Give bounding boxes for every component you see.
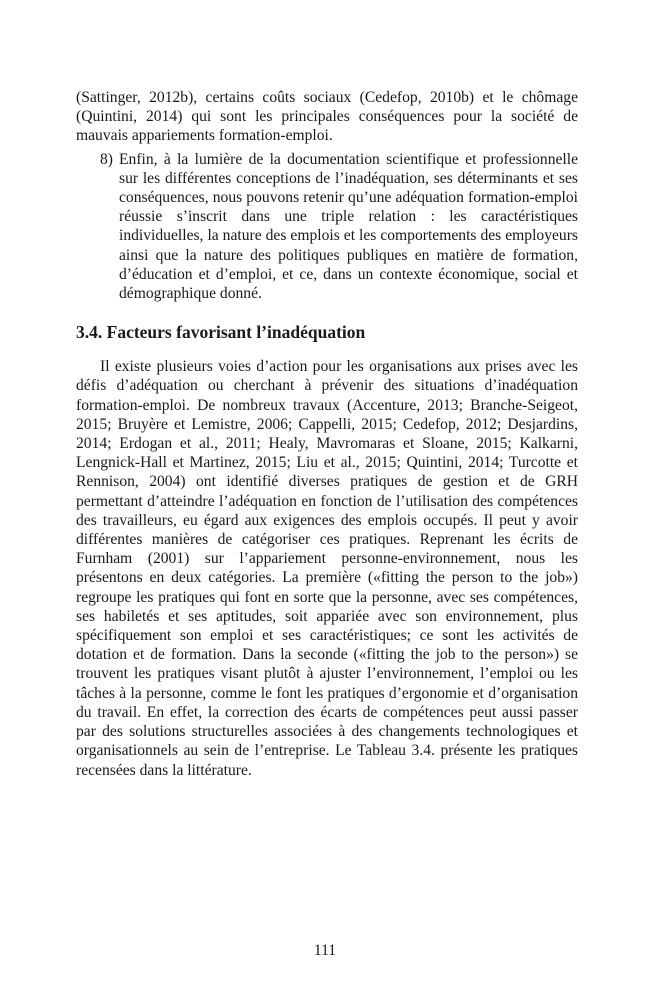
list-item [100,150,578,304]
list-item-number: 8) [100,150,113,168]
list-item-text: Enfin, à la lumière de la documentation scientifique et professionnelle sur les différentes conceptions de l’inadéquation, ses déterminants et ses conséquences, nous pouvons retenir qu’une adéquation formation-emploi réussie s’inscrit dans une triple relation : les caractéristiques individuelles, la nature des emplois et les comportements des employeurs ainsi que la nature des politiques publiques en matière de formation, d’éducation et d’emploi, et ce, dans un contexte économique, social et démographique donné. [119,150,578,303]
page-number: 111 [313,942,337,959]
body-paragraph: Il existe plusieurs voies d’action pour les organisations aux prises avec les défis d’adéquation ou cherchant à prévenir des situations d’inadéquation formation-emploi. De nombreux travaux (Accenture, 2013; Branche-Seigeot, 2015; Bruyère et Lemistre, 2006; Cappelli, 2015; Cedefop, 2012; Desjardins, 2014; Erdogan et al., 2011; Healy, Mavromaras et Sloane, 2015; Kalkarni, Lengnick-Hall et Martinez, 2015; Liu et al., 2015; Quintini, 2014; Turcotte et Rennison, 2004) ont identifié diverses pratiques de gestion et de GRH permettant d’atteindre l’adéquation en fonction de l’utilisation des compétences des travailleurs, eu égard aux exigences des emplois occupés. Il peut y avoir différentes manières de catégoriser ces pratiques. Reprenant les écrits de Furnham (2001) sur l’appariement personne-environnement, nous les présentons en deux catégories. La première («fitting the person to the job») regroupe les pratiques qui font en sorte que la personne, avec ses compétences, ses habiletés et ses aptitudes, soit appariée avec son environnement, plus spécifiquement son emploi et ses caractéristiques; ce sont les activités de dotation et de formation. Dans la seconde («fitting the job to the person») se trouvent les pratiques visant plutôt à ajuster l’environnement, l’emploi ou les tâches à la personne, comme le font les pratiques d’ergonomie et d’organisation du travail. En effet, la correction des écarts de compétences peut aussi passer par des solutions structurelles associées à des changements technologiques et organisationnels au sein de l’entreprise. Le Tableau 3.4. présente les pratiques recensées dans la littérature. [76,358,578,779]
page-body [76,88,578,780]
intro-paragraph: (Sattinger, 2012b), certains coûts sociaux (Cedefop, 2010b) et le chômage (Quintini, 2014) qui sont les principales conséquences pour la société de mauvais appariements formation-emploi. [76,89,578,145]
section-heading: 3.4. Facteurs favorisant l’inadéquation [76,322,366,343]
